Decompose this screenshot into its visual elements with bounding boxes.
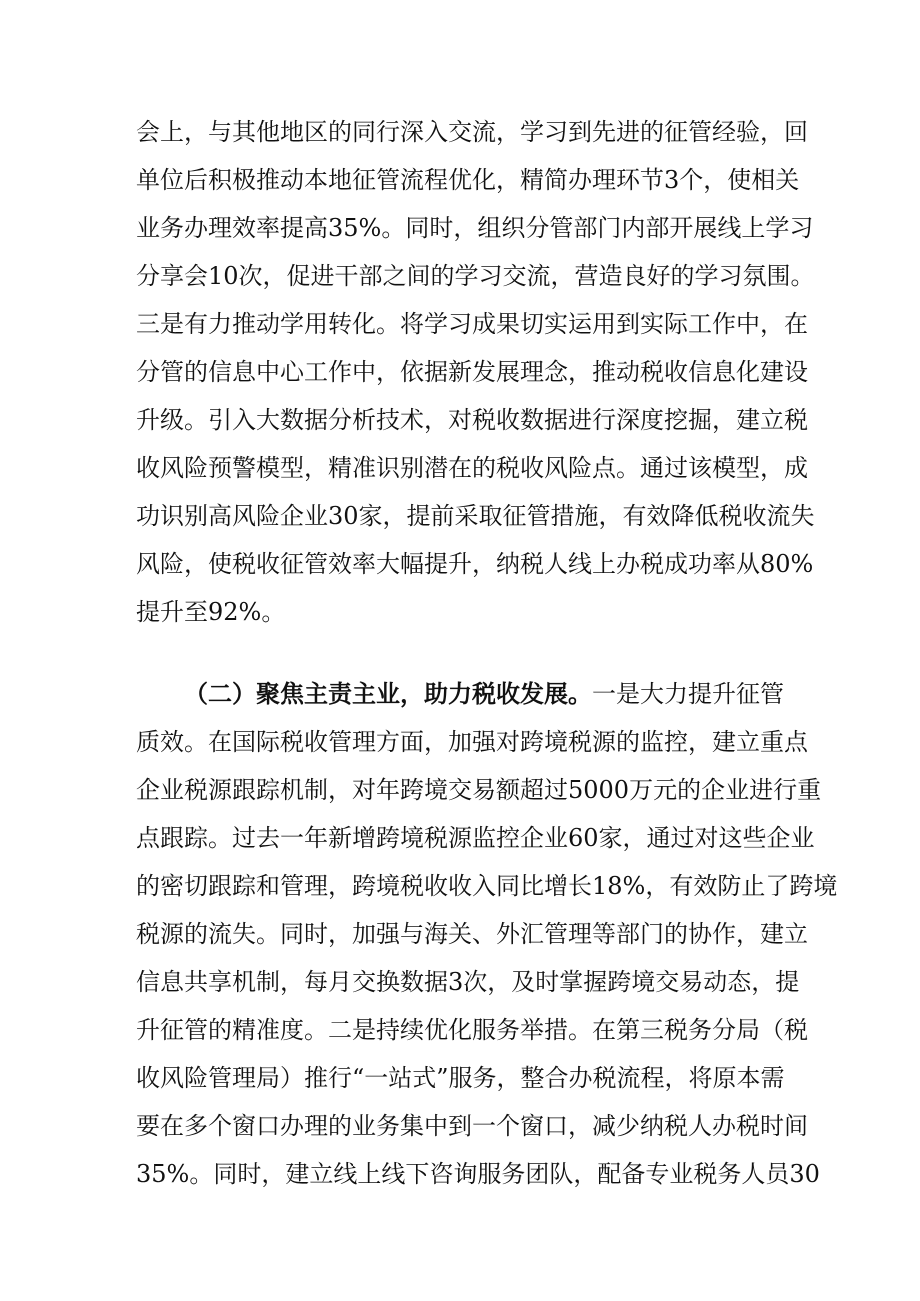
text-line: 的密切跟踪和管理，跨境税收收入同比增长18%，有效防止了跨境	[136, 872, 838, 900]
text-line-first	[136, 674, 784, 714]
text-line: 质效。在国际税收管理方面，加强对跨境税源的监控，建立重点	[136, 728, 808, 756]
text-line: 点跟踪。过去一年新增跨境税源监控企业60家，通过对这些企业	[136, 824, 815, 852]
text-line: 企业税源跟踪机制，对年跨境交易额超过5000万元的企业进行重	[136, 776, 822, 804]
paragraph-1	[136, 112, 815, 632]
text-line: 升级。引入大数据分析技术，对税收数据进行深度挖掘，建立税	[136, 406, 808, 434]
text-line: 35%。同时，建立线上线下咨询服务团队，配备专业税务人员30	[136, 1160, 820, 1188]
text-line: 业务办理效率提高35%。同时，组织分管部门内部开展线上学习	[136, 214, 814, 242]
text-line: 三是有力推动学用转化。将学习成果切实运用到实际工作中，在	[136, 310, 808, 338]
text-line: 单位后积极推动本地征管流程优化，精简办理环节3个，使相关	[136, 166, 800, 194]
text-line: 会上，与其他地区的同行深入交流，学习到先进的征管经验，回	[136, 118, 808, 146]
document-body	[136, 112, 838, 1202]
text-line: 提升至92%。	[136, 598, 286, 626]
text-line: 税源的流失。同时，加强与海关、外汇管理等部门的协作，建立	[136, 920, 808, 948]
paragraph-gap	[136, 640, 776, 674]
text-line: 分享会10次，促进干部之间的学习交流，营造良好的学习氛围。	[136, 262, 815, 290]
text-span: 一是大力提升征管	[592, 680, 784, 708]
text-line: 要在多个窗口办理的业务集中到一个窗口，减少纳税人办税时间	[136, 1112, 808, 1140]
text-line: 信息共享机制，每月交换数据3次，及时掌握跨境交易动态，提	[136, 968, 800, 996]
text-line: 风险，使税收征管效率大幅提升，纳税人线上办税成功率从80%	[136, 550, 814, 578]
paragraph-2	[136, 674, 838, 1194]
text-line: 收风险管理局）推行“一站式”服务，整合办税流程，将原本需	[136, 1064, 785, 1092]
text-line: 分管的信息中心工作中，依据新发展理念，推动税收信息化建设	[136, 358, 808, 386]
text-line: 收风险预警模型，精准识别潜在的税收风险点。通过该模型，成	[136, 454, 808, 482]
section-heading: （二）聚焦主责主业，助力税收发展。	[184, 679, 592, 708]
text-line: 升征管的精准度。二是持续优化服务举措。在第三税务分局（税	[136, 1016, 808, 1044]
text-line: 功识别高风险企业30家，提前采取征管措施，有效降低税收流失	[136, 502, 815, 530]
